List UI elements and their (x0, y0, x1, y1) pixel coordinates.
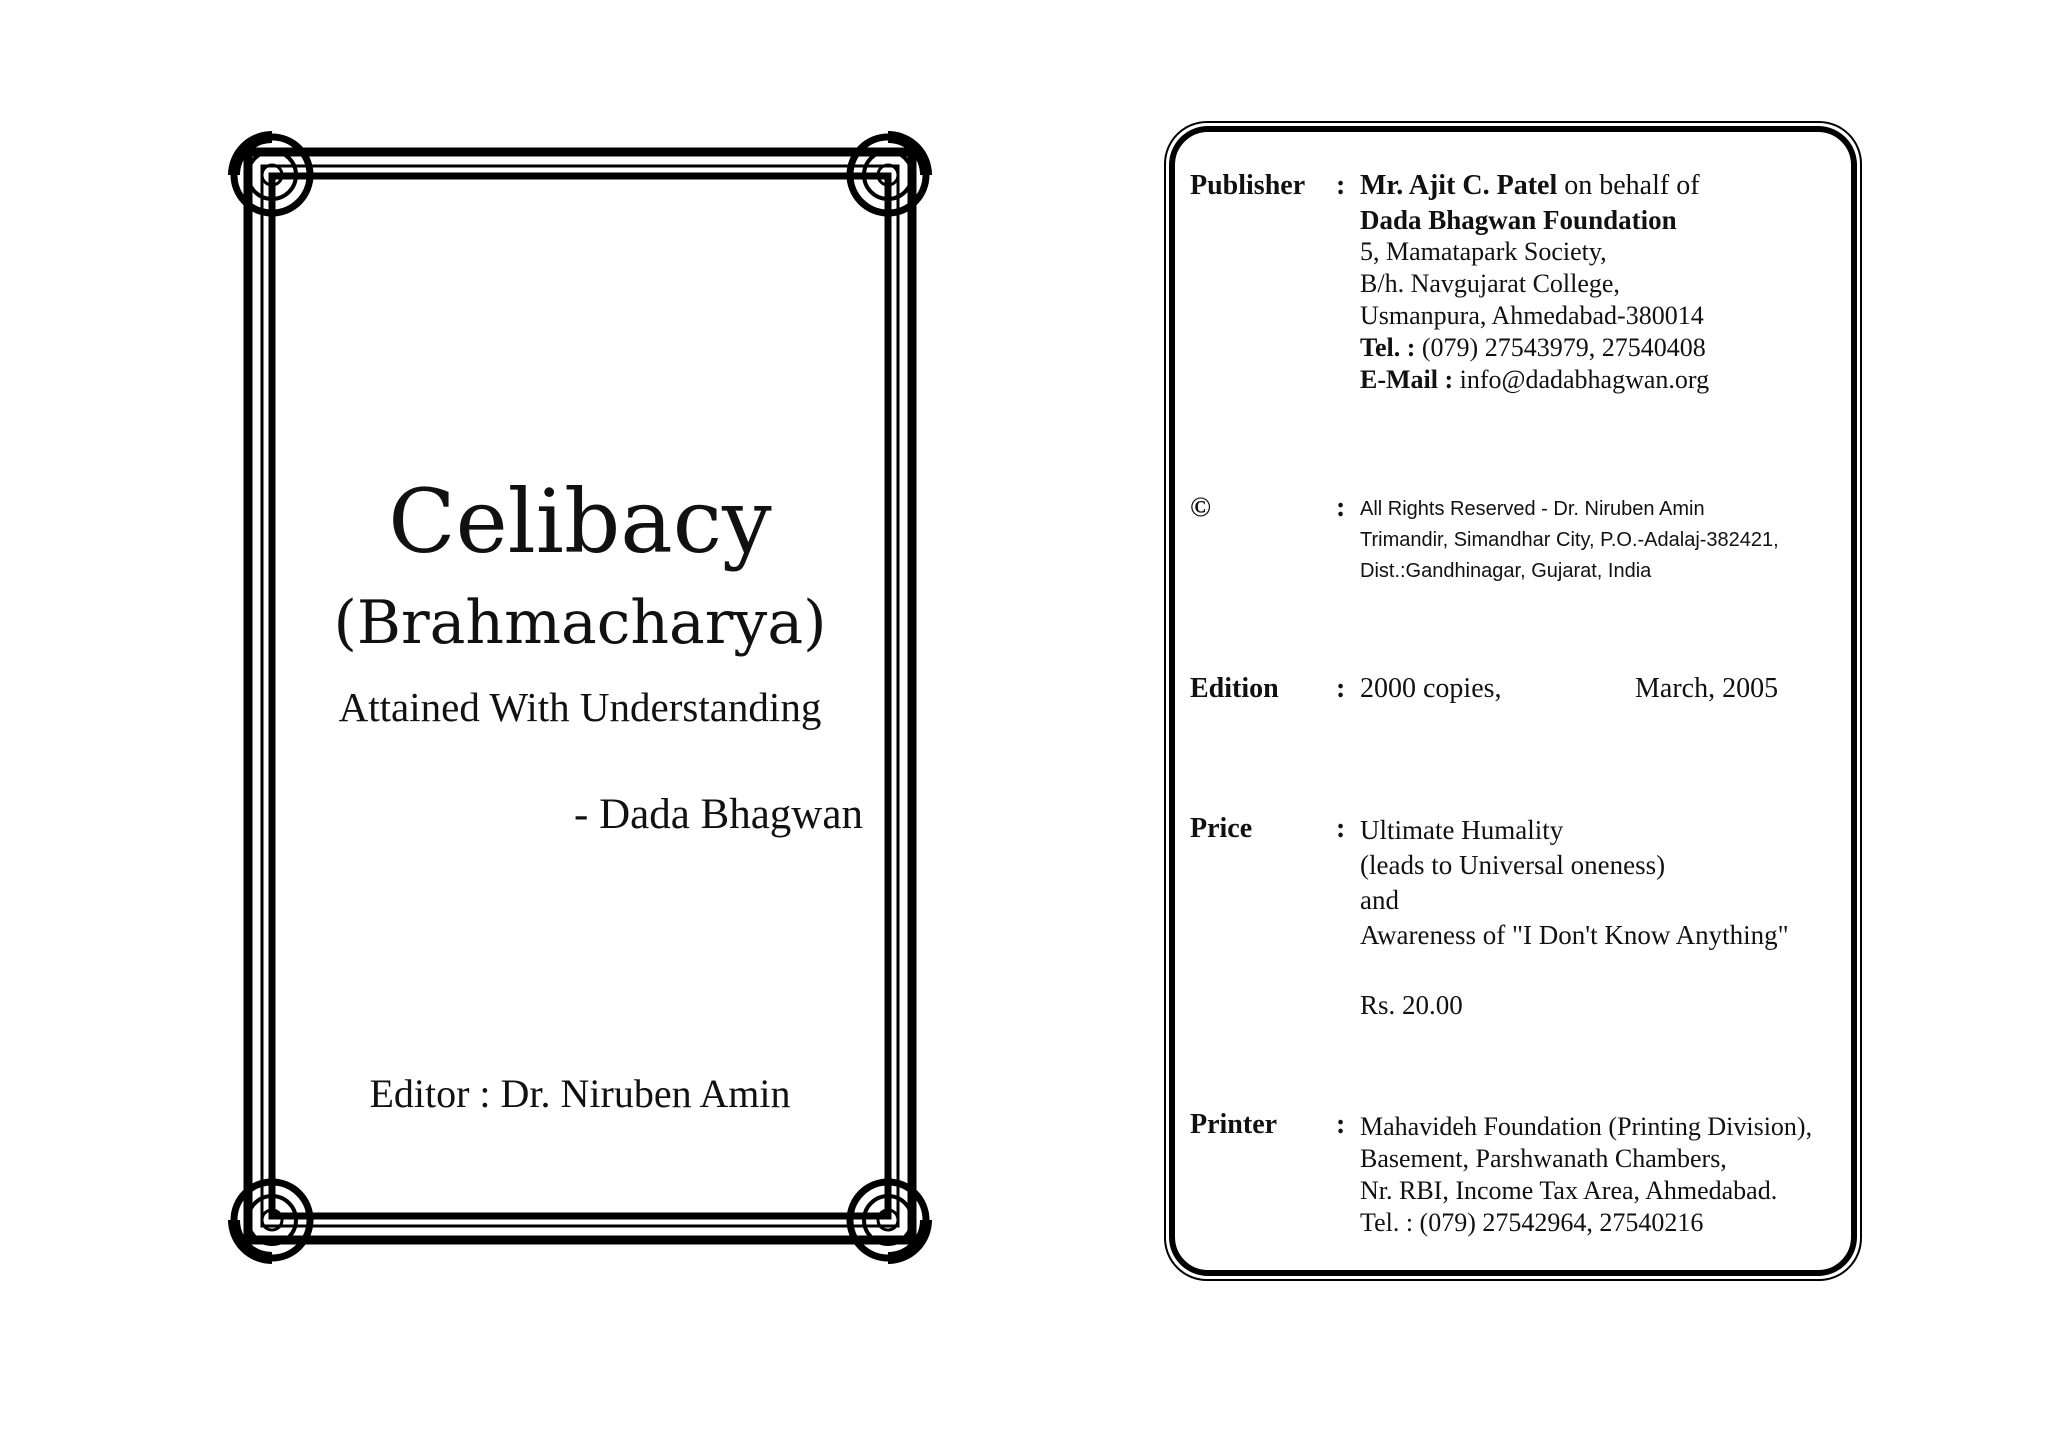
printer-line-1: Mahavideh Foundation (Printing Division), (1360, 1112, 1813, 1141)
publisher-email-label: E-Mail : (1360, 365, 1454, 394)
copyright-colon: : (1336, 492, 1346, 523)
copyright-symbol: © (1190, 492, 1211, 523)
book-subtitle: (Brahmacharya) (333, 588, 827, 658)
publisher-address-3: Usmanpura, Ahmedabad-380014 (1360, 301, 1704, 330)
publisher-org: Dada Bhagwan Foundation (1360, 205, 1677, 235)
copyright-line-2: Trimandir, Simandhar City, P.O.-Adalaj-382421, (1360, 529, 1779, 551)
printer-label: Printer (1190, 1109, 1278, 1140)
publisher-tel: (079) 27543979, 27540408 (1421, 333, 1706, 362)
price-line-4: Awareness of "I Don't Know Anything" (1360, 920, 1789, 950)
edition-copies: 2000 copies, (1360, 673, 1502, 704)
edition-label: Edition (1190, 673, 1279, 704)
book-editor: Editor : Dr. Niruben Amin (369, 1071, 791, 1116)
publisher-colon: : (1336, 170, 1346, 201)
publisher-address-1: 5, Mamatapark Society, (1360, 237, 1607, 266)
printer-line-4: Tel. : (079) 27542964, 27540216 (1360, 1208, 1704, 1237)
copyright-line-1: All Rights Reserved - Dr. Niruben Amin (1360, 498, 1705, 520)
price-amount: Rs. 20.00 (1360, 990, 1463, 1020)
printer-line-2: Basement, Parshwanath Chambers, (1360, 1144, 1727, 1173)
publisher-behalf: on behalf of (1564, 170, 1700, 201)
publisher-label: Publisher (1190, 170, 1306, 201)
price-line-2: (leads to Universal oneness) (1360, 850, 1666, 880)
title-page: Celibacy (Brahmacharya) Attained With Understanding - Dada Bhagwan Editor : Dr. Niruben Amin (0, 0, 1000, 1447)
publisher-tel-label: Tel. : (1360, 333, 1416, 362)
price-line-3: and (1360, 885, 1399, 915)
price-colon: : (1336, 813, 1346, 844)
printer-colon: : (1336, 1109, 1346, 1140)
publisher-name: Mr. Ajit C. Patel (1360, 170, 1558, 201)
publisher-address-2: B/h. Navgujarat College, (1360, 269, 1620, 298)
price-label: Price (1190, 813, 1253, 844)
book-tagline: Attained With Understanding (338, 684, 822, 730)
edition-colon: : (1336, 673, 1346, 704)
edition-date: March, 2005 (1635, 673, 1779, 704)
printer-line-3: Nr. RBI, Income Tax Area, Ahmedabad. (1360, 1176, 1778, 1205)
copyright-line-3: Dist.:Gandhinagar, Gujarat, India (1360, 560, 1652, 582)
publisher-email: info@dadabhagwan.org (1459, 365, 1710, 394)
book-title: Celibacy (388, 470, 772, 573)
imprint-card (1163, 120, 1863, 1282)
price-line-1: Ultimate Humality (1360, 815, 1564, 845)
